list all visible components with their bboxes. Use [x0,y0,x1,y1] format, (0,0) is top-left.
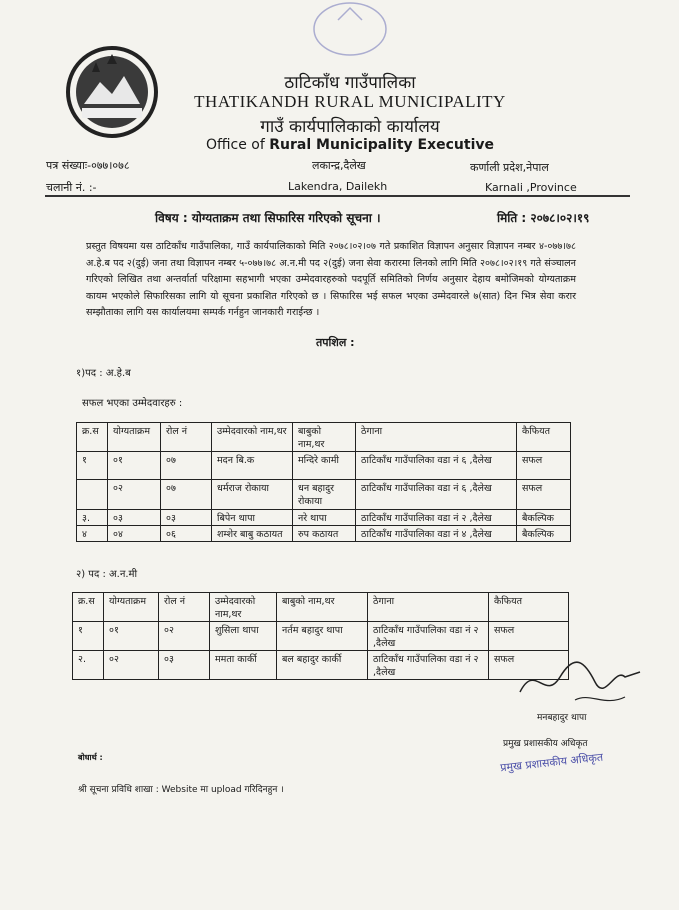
office-name-en: Office of Rural Municipality Executive [205,137,495,153]
official-stamp: प्रमुख प्रशासकीय अधिकृत [499,750,604,775]
table-cell: बल बहादुर कार्की [277,651,368,680]
table-cell: १ [77,452,108,480]
dispatch-number: चलानी नं. :- [46,181,97,194]
col-header: ठेगाना [368,593,489,622]
col-header: बाबुको नाम,थर [277,593,368,622]
subject-line: विषय : योग्यताक्रम तथा सिफारिस गरिएको सूचना । [155,211,381,225]
cc-line: श्री सूचना प्रविधि शाखा : Website मा upload गरिदिनहुन । [78,785,284,795]
table-cell: सफल [489,651,569,680]
table-cell [77,480,108,510]
table-cell: ठाटिकाँध गाउँपालिका वडा नं २ ,दैलेख [368,622,489,651]
col-header: बाबुको नाम,थर [293,423,356,452]
office-name-np: गाउँ कार्यपालिकाको कार्यालय [260,117,440,137]
table-cell: रुप कठायत [293,526,356,542]
table-row [73,622,569,651]
post1-table [76,422,571,542]
post2-table [72,592,569,680]
table-row [77,510,571,526]
table-cell: ०१ [104,622,159,651]
col-header: रोल नं [161,423,212,452]
municipality-name-np: ठाटिकाँध गाउँपालिका [284,73,416,93]
table-header-row [73,593,569,622]
province-np: कर्णाली प्रदेश,नेपाल [470,161,549,174]
table-cell: ठाटिकाँध गाउँपालिका वडा नं ६ ,दैलेख [356,452,517,480]
header-divider [45,195,630,197]
table-cell: नर्तम बहादुर थापा [277,622,368,651]
table-cell: ठाटिकाँध गाउँपालिका वडा नं २ ,दैलेख [368,651,489,680]
top-stamp-mark [310,0,390,58]
col-header: कैफियत [489,593,569,622]
notice-paragraph: प्रस्तुत विषयमा यस ठाटिकाँध गाउँपालिका, गाउँ कार्यपालिकाको मिति २०७८।०२।०७ गते प्रकाशित विज्ञापन अनुसार विज्ञापन नम्बर ४-०७७।७८ अ.हे.ब पद २(दुई) जना तथा विज्ञापन नम्बर ५-०७७।७८ अ.न.मी पद २(दुई) जना सेवा करारमा लिनको लागि मिति २०७८।०२।१९ गते संञ्चालन गरिएको लिखित तथा अन्तर्वार्ता परिक्षामा सहभागी भएका उम्मेदवारहरुको पदपूर्ति समितिको निर्णय अनुसार देहाय बमोजिमको योग्यताक्रम कायम भएकोले सिफारिसका लागि यो सूचना प्रकाशित गरिएको छ । सिफारिस भई सफल भएका उम्मेदवारले ७(सात) दिन भित्र सेवा करार सम्झौताका लागि यस कार्यालयमा सम्पर्क गर्नहुन जानकारी गराईन्छ । [86,241,576,319]
post2-label: २) पद : अ.न.मी [76,569,138,580]
table-cell: नरे थापा [293,510,356,526]
table-cell: ३. [77,510,108,526]
table-cell: सफल [517,452,571,480]
table-row [73,651,569,680]
location-en: Lakendra, Dailekh [288,180,388,193]
col-header: योग्यताक्रम [108,423,161,452]
col-header: क्र.स [77,423,108,452]
table-cell: शुसिला थापा [210,622,277,651]
table-cell: ०२ [159,622,210,651]
table-cell: ०२ [104,651,159,680]
col-header: योग्यताक्रम [104,593,159,622]
table-cell: १ [73,622,104,651]
table-cell: ०३ [159,651,210,680]
table-cell: ठाटिकाँध गाउँपालिका वडा नं ६ ,दैलेख [356,480,517,510]
table-cell: बिपेन थापा [212,510,293,526]
post1-sublabel: सफल भएका उम्मेदवारहरु : [82,398,183,409]
col-header: क्र.स [73,593,104,622]
location-np: लकान्द्र,दैलेख [312,159,366,172]
signatory-title: प्रमुख प्रशासकीय अधिकृत [503,739,588,749]
col-header: ठेगाना [356,423,517,452]
table-cell: ठाटिकाँध गाउँपालिका वडा नं ४ ,दैलेख [356,526,517,542]
table-row [77,452,571,480]
municipality-emblem-logo [62,46,162,138]
cc-heading: बोधार्थ : [78,753,103,762]
table-cell: ४ [77,526,108,542]
table-cell: बैकल्पिक [517,526,571,542]
table-cell: ०२ [108,480,161,510]
table-cell: ०६ [161,526,212,542]
municipality-name-en: THATIKANDH RURAL MUNICIPALITY [194,92,506,111]
table-cell: सफल [517,480,571,510]
signatory-name: मनबहादुर थापा [537,713,587,723]
details-heading: तपशिल : [316,336,355,349]
table-row [77,526,571,542]
col-header: उम्मेदवारको नाम,थर [212,423,293,452]
col-header: उम्मेदवारको नाम,थर [210,593,277,622]
post1-label: १)पद : अ.हे.ब [76,368,131,379]
table-cell: मन्दिरे कामी [293,452,356,480]
table-row [77,480,571,510]
table-cell: ०३ [108,510,161,526]
table-cell: ०७ [161,480,212,510]
province-en: Karnali ,Province [485,181,577,194]
table-header-row [77,423,571,452]
table-cell: सफल [489,622,569,651]
signature-mark [515,652,645,712]
table-cell: ०१ [108,452,161,480]
table-cell: २. [73,651,104,680]
table-cell: ममता कार्की [210,651,277,680]
letter-number: पत्र संख्याः-०७७।०७८ [46,159,130,172]
col-header: कैफियत [517,423,571,452]
table-cell: शम्शेर बाबु कठायत [212,526,293,542]
col-header: रोल नं [159,593,210,622]
table-cell: धर्मराज रोकाया [212,480,293,510]
table-cell: बैकल्पिक [517,510,571,526]
table-cell: ०३ [161,510,212,526]
table-cell: ठाटिकाँध गाउँपालिका वडा नं २ ,दैलेख [356,510,517,526]
table-cell: धन बहादुर रोकाया [293,480,356,510]
table-cell: ०७ [161,452,212,480]
notice-date: मिति : २०७८।०२।१९ [497,211,590,225]
table-cell: ०४ [108,526,161,542]
table-cell: मदन बि.क [212,452,293,480]
